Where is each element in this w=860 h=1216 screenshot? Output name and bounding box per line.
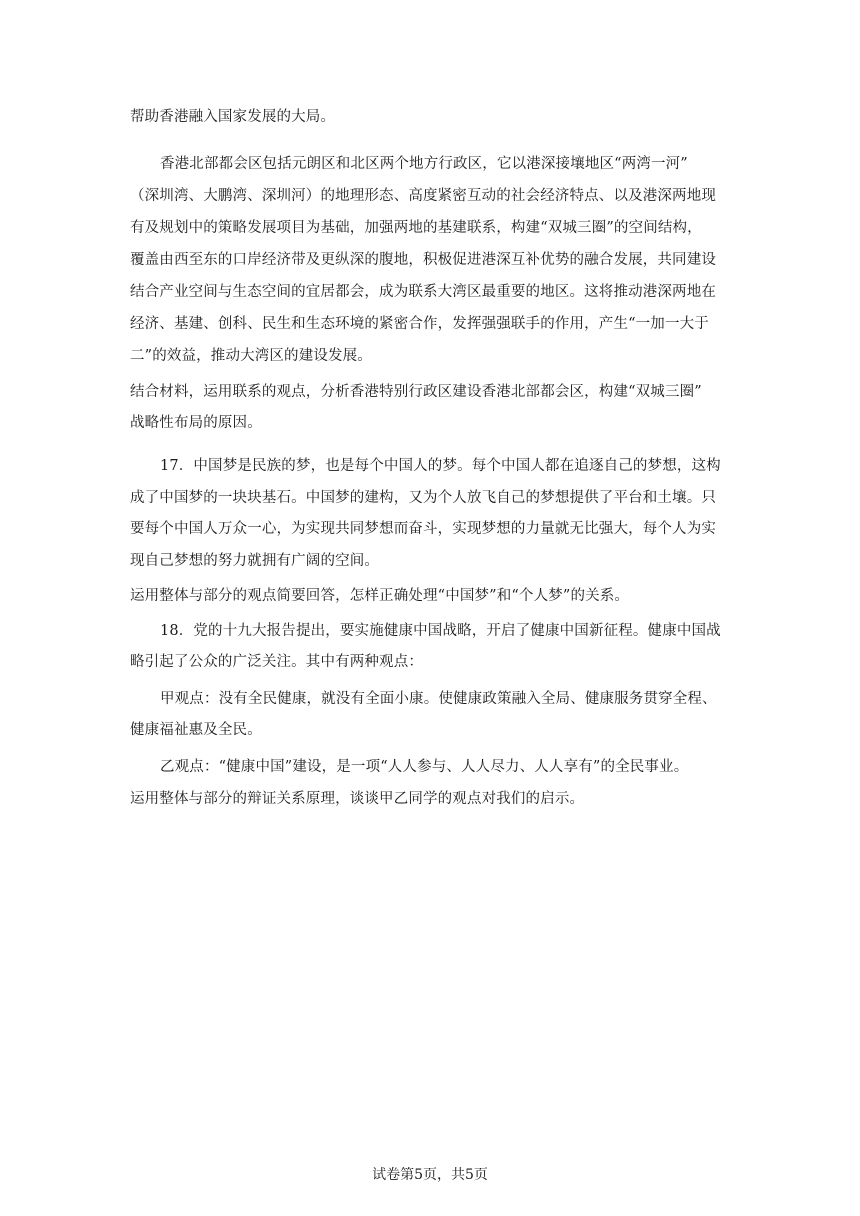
intro-line: 帮助香港融入国家发展的大局。 (130, 109, 336, 125)
passage-17-line: 要每个中国人万众一心，为实现共同梦想而奋斗，实现梦想的力量就无比强大，每个人为实 (130, 521, 716, 537)
passage-16-line: 二”的效益，推动大湾区的建设发展。 (130, 348, 372, 364)
passage-16-line: 覆盖由西至东的口岸经济带及更纵深的腹地，积极促进港深互补优势的融合发展，共同建设 (130, 252, 716, 268)
passage-16-line: 有及规划中的策略发展项目为基础，加强两地的基建联系，构建“双城三圈”的空间结构， (130, 220, 702, 236)
passage-18-line: 略引起了公众的广泛关注。其中有两种观点： (130, 654, 423, 670)
question-18: 运用整体与部分的辩证关系原理，谈谈甲乙同学的观点对我们的启示。 (130, 791, 585, 807)
passage-17-line: 现自己梦想的努力就拥有广阔的空间。 (130, 553, 380, 569)
passage-18-line: 18．党的十九大报告提出，要实施健康中国战略，开启了健康中国新征程。健康中国战 (160, 623, 721, 639)
passage-16-line: （深圳湾、大鹏湾、深圳河）的地理形态、高度紧密互动的社会经济特点、以及港深两地现 (130, 188, 716, 204)
passage-16-line: 香港北部都会区包括元朗区和北区两个地方行政区，它以港深接壤地区“两湾一河” (160, 156, 688, 172)
question-17: 运用整体与部分的观点简要回答，怎样正确处理“中国梦”和“个人梦”的关系。 (130, 588, 630, 604)
question-16-line: 战略性布局的原因。 (130, 415, 262, 431)
passage-17-line: 17．中国梦是民族的梦，也是每个中国人的梦。每个中国人都在追逐自己的梦想，这构 (160, 458, 721, 474)
passage-16-line: 经济、基建、创科、民生和生态环境的紧密合作，发挥强强联手的作用，产生“一加一大于 (130, 316, 709, 332)
view-a-line: 健康福祉惠及全民。 (130, 722, 262, 738)
passage-17-line: 成了中国梦的一块块基石。中国梦的建构，又为个人放飞自己的梦想提供了平台和土壤。只 (130, 490, 716, 506)
question-16-line: 结合材料，运用联系的观点，分析香港特别行政区建设香港北部都会区，构建“双城三圈” (130, 384, 702, 400)
page-footer: 试卷第5页，共5页 (372, 1167, 488, 1183)
passage-16-line: 结合产业空间与生态空间的宜居都会，成为联系大湾区最重要的地区。这将推动港深两地在 (130, 284, 716, 300)
view-b: 乙观点：“健康中国”建设，是一项“人人参与、人人尽力、人人享有”的全民事业。 (160, 759, 689, 775)
view-a-line: 甲观点：没有全民健康，就没有全面小康。使健康政策融入全局、健康服务贯穿全程、 (160, 691, 717, 707)
